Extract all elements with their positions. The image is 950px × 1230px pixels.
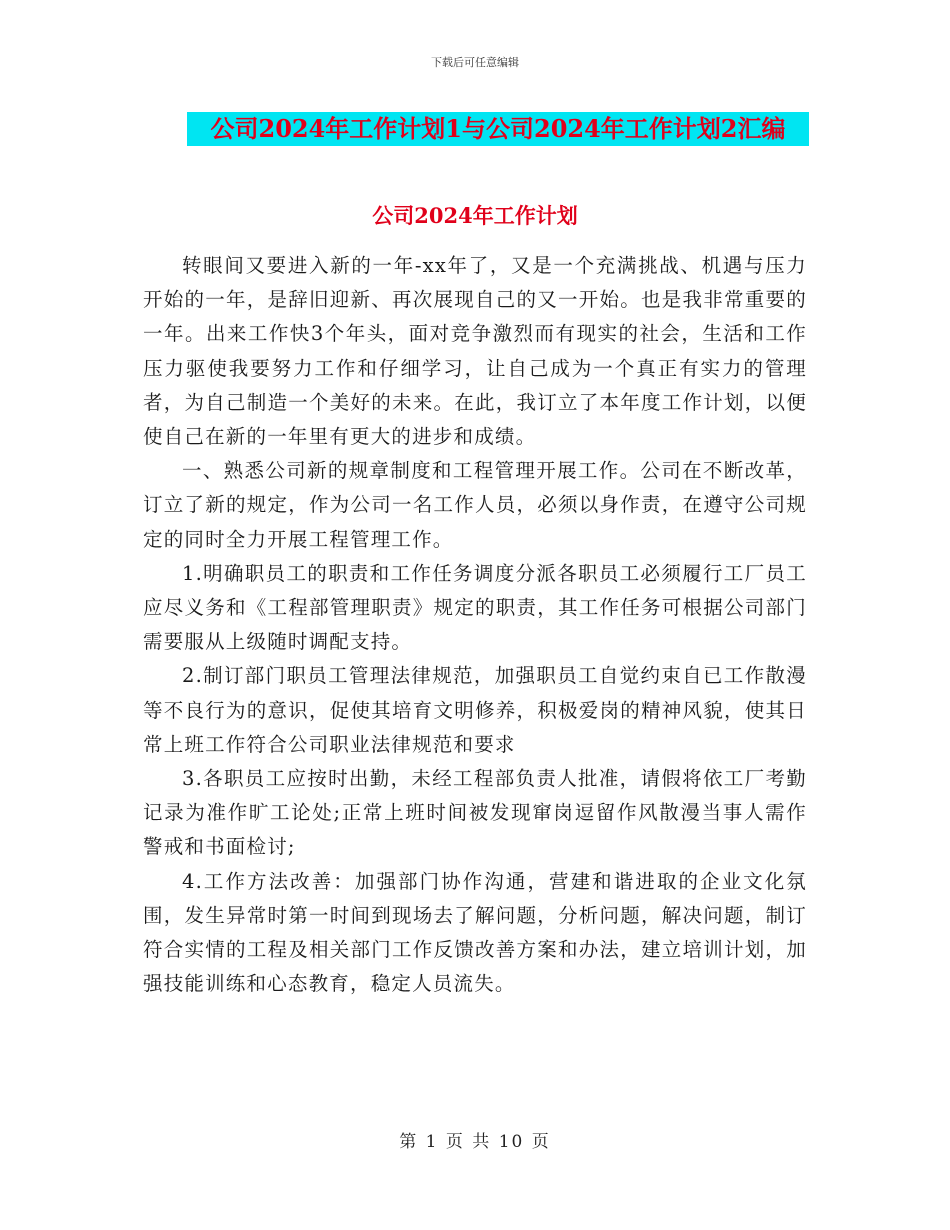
paragraph-item-1: 1.明确职员工的职责和工作任务调度分派各职员工必须履行工厂员工应尽义务和《工程部管理职责》规定的职责，其工作任务可根据公司部门需要服从上级随时调配支持。	[143, 561, 807, 654]
document-body	[143, 249, 807, 1001]
section-title: 公司2024年工作计划	[372, 203, 578, 228]
paragraph-item-4: 4.工作方法改善：加强部门协作沟通，营建和谐进取的企业文化氛围，发生异常时第一时间到现场去了解问题，分析问题，解决问题，制订符合实情的工程及相关部门工作反馈改善方案和办法，建立培训计划，加强技能训练和心态教育，稳定人员流失。	[143, 869, 807, 996]
paragraph-intro: 转眼间又要进入新的一年-xx年了，又是一个充满挑战、机遇与压力开始的一年，是辞旧迎新、再次展现自己的又一开始。也是我非常重要的一年。出来工作快3个年头，面对竞争激烈而有现实的社会，生活和工作压力驱使我要努力工作和仔细学习，让自己成为一个真正有实力的管理者，为自己制造一个美好的未来。在此，我订立了本年度工作计划，以便使自己在新的一年里有更大的进步和成绩。	[143, 254, 807, 449]
header-note: 下载后可任意编辑	[431, 56, 519, 69]
paragraph-item-3: 3.各职员工应按时出勤，未经工程部负责人批准，请假将依工厂考勤记录为准作旷工论处;正常上班时间被发现窜岗逗留作风散漫当事人需作警戒和书面检讨;	[143, 767, 807, 859]
paragraph-item-2: 2.制订部门职员工管理法律规范，加强职员工自觉约束自已工作散漫等不良行为的意识，促使其培育文明修养，积极爱岗的精神风貌，使其日常上班工作符合公司职业法律规范和要求	[143, 664, 807, 756]
document-title: 公司2024年工作计划1与公司2024年工作计划2汇编	[187, 112, 809, 146]
paragraph-section-1: 一、熟悉公司新的规章制度和工程管理开展工作。公司在不断改革，订立了新的规定，作为公司一名工作人员，必须以身作责，在遵守公司规定的同时全力开展工程管理工作。	[143, 459, 807, 551]
page-number-footer: 第 1 页 共 10 页	[399, 1132, 551, 1152]
